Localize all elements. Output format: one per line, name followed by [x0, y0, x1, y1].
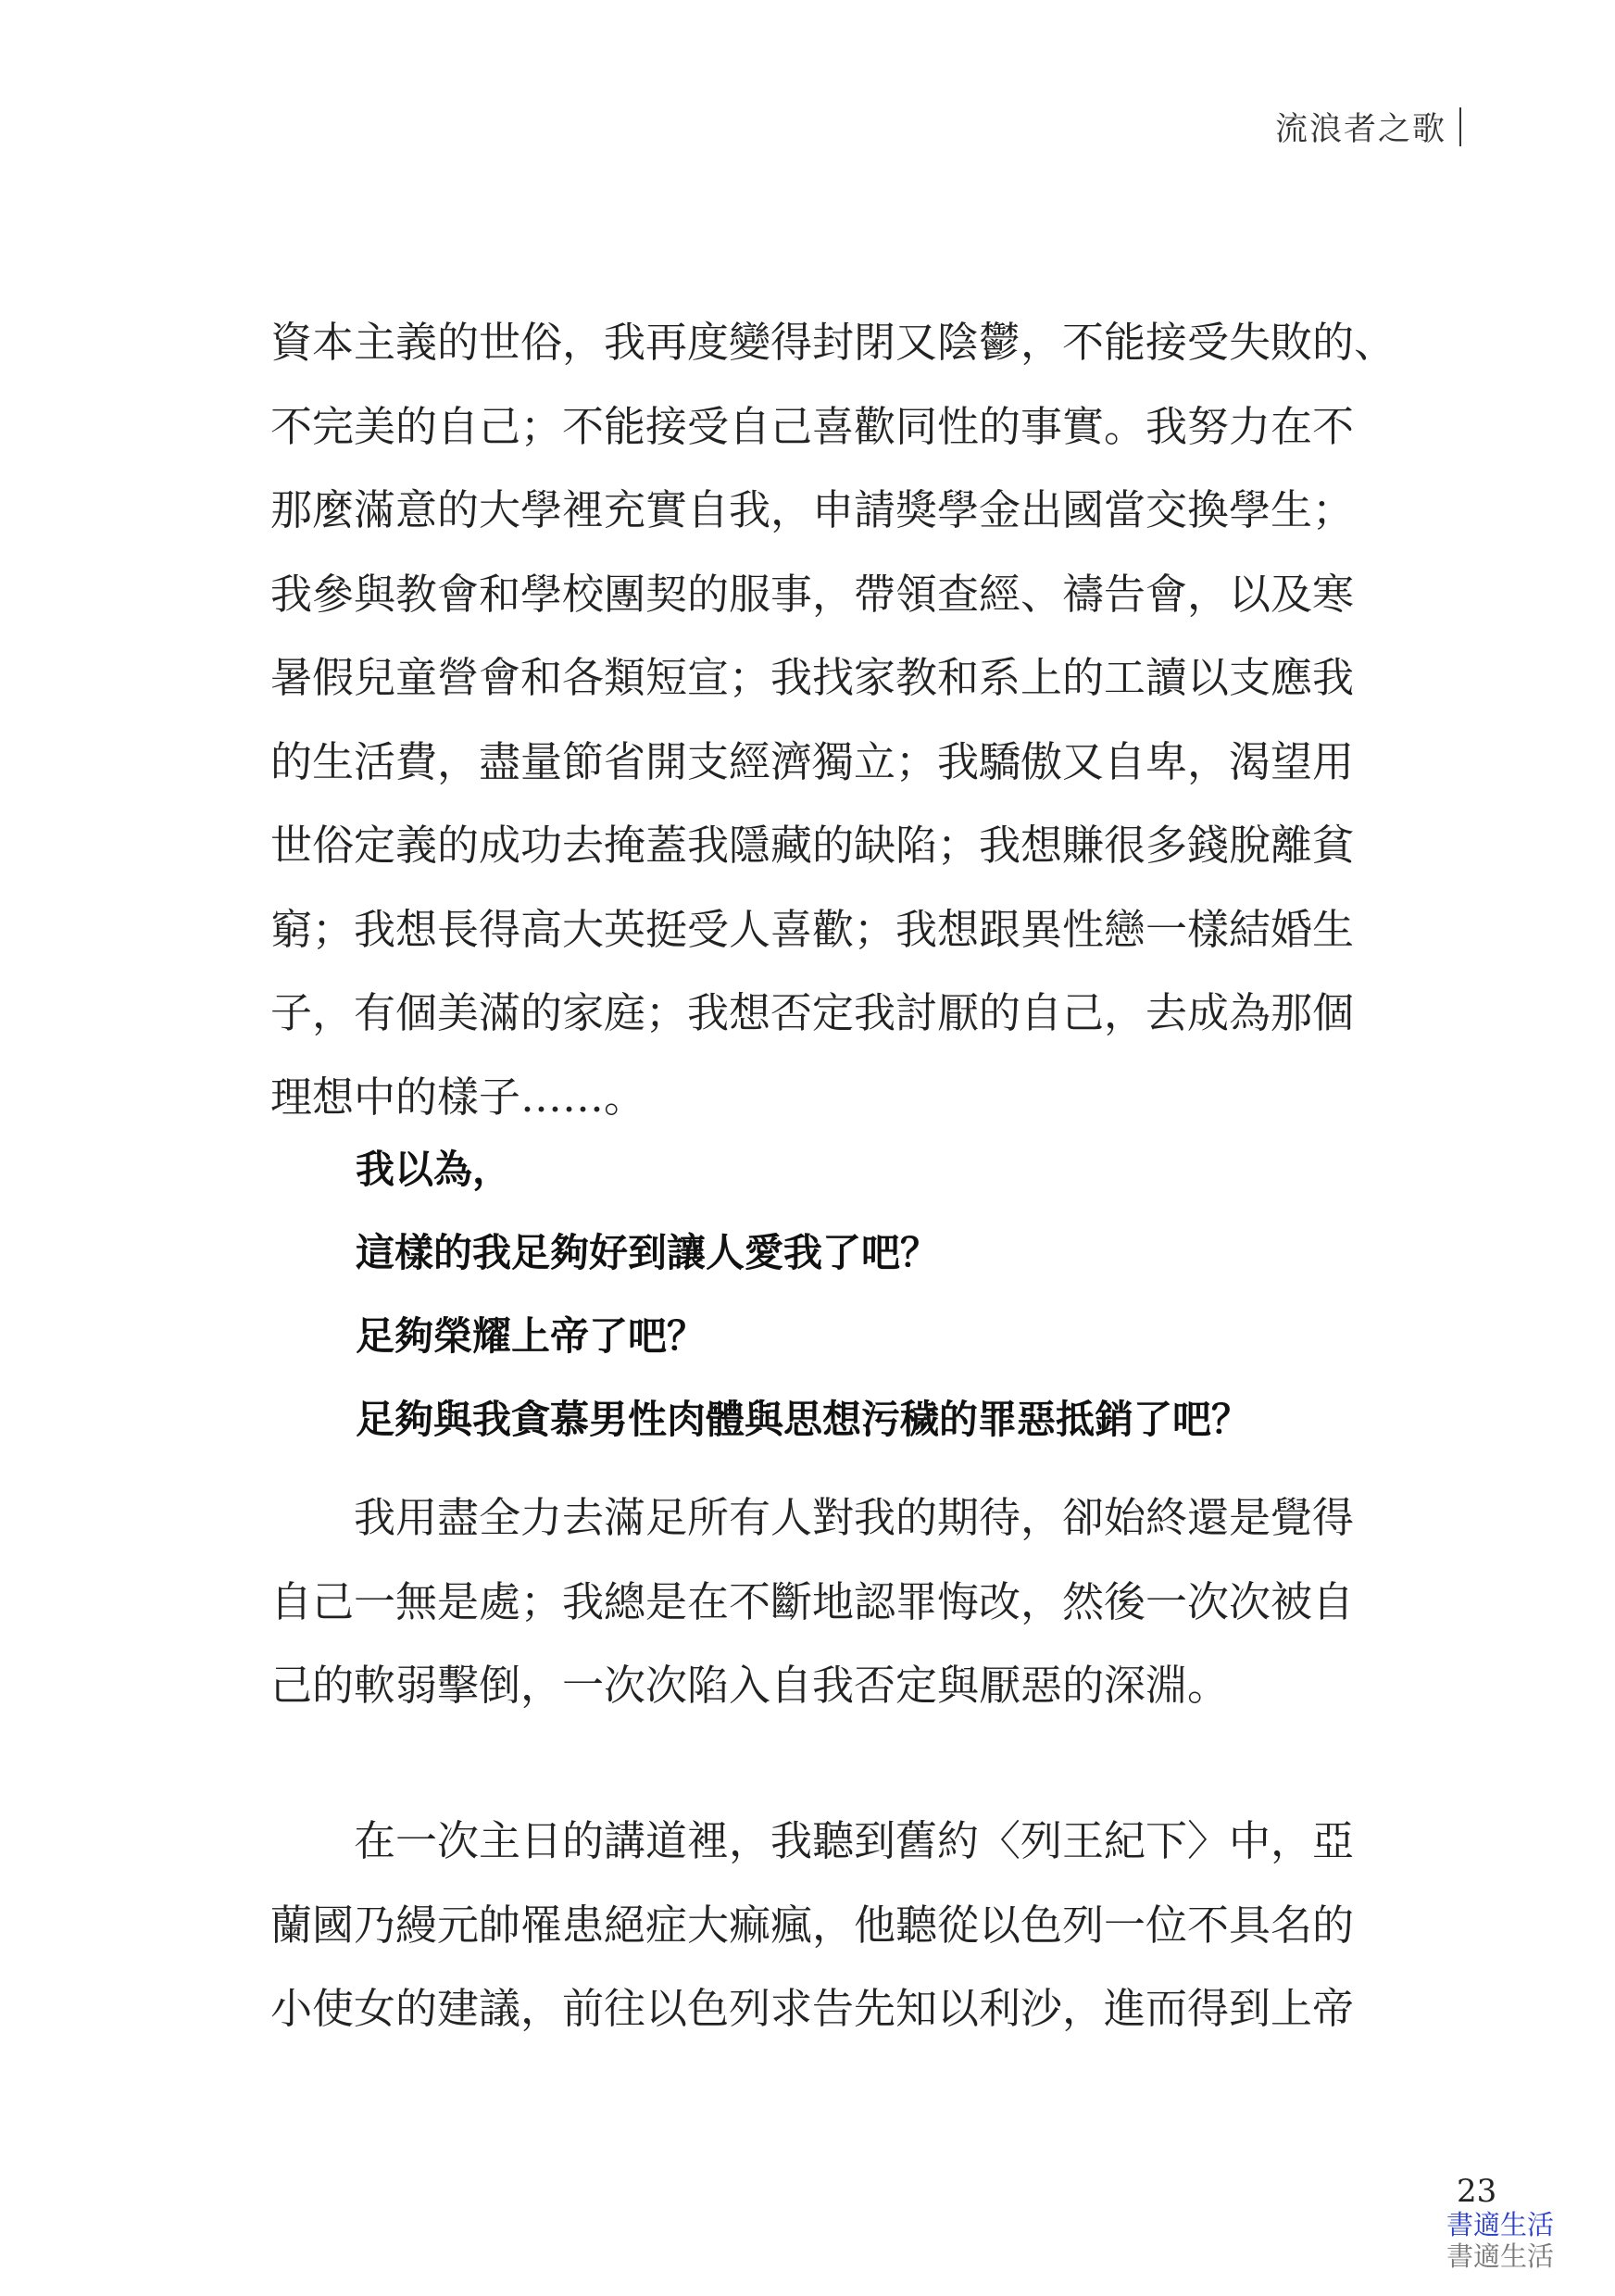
emphasis-line: 足夠榮耀上帝了吧？	[356, 1313, 707, 1359]
text-line: 理想中的樣子……。	[270, 1072, 646, 1122]
emphasis-block	[356, 1128, 1250, 1462]
paragraph-2	[270, 1476, 1398, 1728]
text-line: 我用盡全力去滿足所有人對我的期待，卻始終還是覺得	[354, 1493, 1355, 1542]
header-divider	[1459, 107, 1461, 146]
watermark-secondary: 書適生活	[1446, 2240, 1555, 2272]
text-line: 在一次主日的講道裡，我聽到舊約〈列王紀下〉中，亞	[354, 1816, 1355, 1865]
text-line: 那麼滿意的大學裡充實自我，申請獎學金出國當交換學生；	[270, 485, 1355, 534]
book-title: 流浪者之歌	[1274, 111, 1446, 148]
text-line: 子，有個美滿的家庭；我想否定我討厭的自己，去成為那個	[270, 988, 1355, 1037]
text-line: 資本主義的世俗，我再度變得封閉又陰鬱，不能接受失敗的、	[270, 318, 1396, 367]
text-line: 小使女的建議，前往以色列求告先知以利沙，進而得到上帝	[270, 1984, 1355, 2033]
paragraph-1	[270, 301, 1398, 1139]
emphasis-line: 這樣的我足夠好到讓人愛我了吧？	[356, 1230, 940, 1275]
text-line: 不完美的自己；不能接受自己喜歡同性的事實。我努力在不	[270, 401, 1355, 451]
running-header	[1275, 104, 1461, 150]
emphasis-line: 我以為，	[356, 1147, 512, 1192]
text-line: 暑假兒童營會和各類短宣；我找家教和系上的工讀以支應我	[270, 653, 1355, 702]
emphasis-line: 足夠與我貪慕男性肉體與思想污穢的罪惡抵銷了吧？	[356, 1397, 1251, 1442]
text-line: 的生活費，盡量節省開支經濟獨立；我驕傲又自卑，渴望用	[270, 736, 1355, 786]
text-line: 我參與教會和學校團契的服事，帶領查經、禱告會，以及寒	[270, 569, 1355, 619]
text-line: 蘭國乃縵元帥罹患絕症大痲瘋，他聽從以色列一位不具名的	[270, 1900, 1355, 1950]
watermark-primary: 書適生活	[1446, 2209, 1555, 2240]
text-line: 窮；我想長得高大英挺受人喜歡；我想跟異性戀一樣結婚生	[270, 904, 1355, 954]
page-number: 23	[1457, 2173, 1497, 2210]
paragraph-3	[270, 1800, 1398, 2051]
text-line: 世俗定義的成功去掩蓋我隱藏的缺陷；我想賺很多錢脫離貧	[270, 821, 1355, 870]
text-line: 自己一無是處；我總是在不斷地認罪悔改，然後一次次被自	[270, 1576, 1355, 1626]
text-line: 己的軟弱擊倒，一次次陷入自我否定與厭惡的深淵。	[270, 1661, 1230, 1710]
